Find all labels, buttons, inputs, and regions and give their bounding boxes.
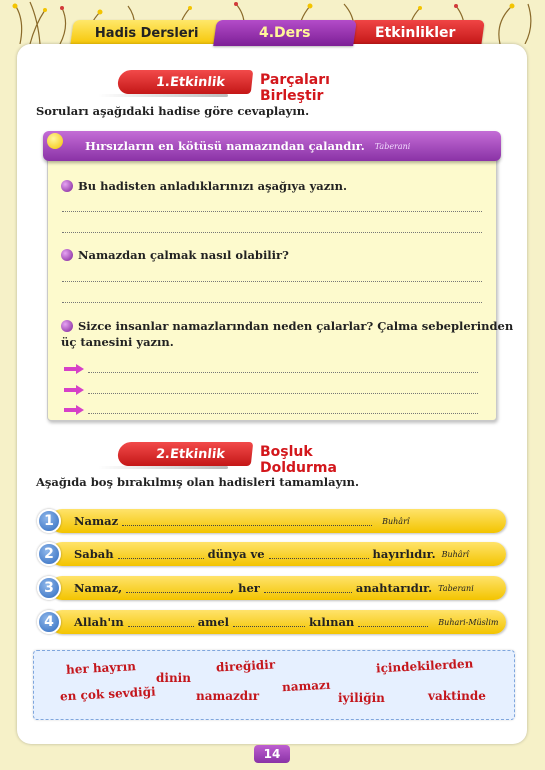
row-3-c: anahtarıdır. (355, 581, 433, 595)
tab-ders-label: 4.Ders (259, 25, 311, 41)
arrow-icon (64, 364, 84, 374)
number-badge: 3 (37, 576, 61, 600)
activity1-badge-label: 1.Etkinlik (155, 74, 226, 90)
question-3-text-line2: üç tanesini yazın. (61, 335, 174, 349)
question-2 (61, 247, 289, 263)
tab-ders[interactable] (213, 20, 357, 46)
word-item[interactable]: en çok sevdiği (59, 684, 156, 704)
row-4-b: amel (197, 615, 230, 629)
activity2-instruction: Aşağıda boş bırakılmış olan hadisleri tamamlayın. (36, 475, 360, 489)
question-2-text: Namazdan çalmak nasıl olabilir? (78, 248, 289, 262)
word-item[interactable]: iyiliğin (338, 691, 385, 705)
answer-line[interactable] (88, 393, 478, 394)
answer-line[interactable] (62, 281, 482, 282)
activity1-header (118, 70, 378, 104)
arrow-icon (64, 405, 84, 415)
blank-input[interactable] (128, 617, 194, 627)
fill-row-1 (50, 509, 506, 533)
row-4-source: Buhari-Müslim (438, 617, 499, 627)
answer-line[interactable] (62, 211, 482, 212)
word-item[interactable]: direğidir (215, 657, 276, 675)
word-item[interactable]: namazı (281, 677, 331, 695)
answer-line[interactable] (62, 302, 482, 303)
activity1-instruction: Soruları aşağıdaki hadise göre cevaplayın. (36, 104, 310, 118)
row-2-a: Sabah (74, 547, 114, 561)
bullet-icon (61, 249, 73, 261)
row-1-a: Namaz (74, 514, 119, 528)
row-2-b: dünya ve (207, 547, 265, 561)
row-3-source: Taberani (438, 583, 474, 593)
activity1-underline (98, 94, 228, 97)
blank-input[interactable] (269, 549, 369, 559)
number-badge: 1 (37, 509, 61, 533)
fill-row-3 (50, 576, 506, 600)
arrow-icon (64, 385, 84, 395)
hadis-banner (43, 131, 501, 161)
bullet-icon (61, 320, 73, 332)
fill-row-4 (50, 610, 506, 634)
row-3-a: Namaz, (74, 581, 123, 595)
header-bar (0, 0, 545, 50)
row-4-a: Allah'ın (74, 615, 124, 629)
blank-input[interactable] (358, 617, 428, 627)
hadis-text: Hırsızların en kötüsü namazından çalandır. (85, 139, 365, 153)
word-item[interactable]: her hayrın (65, 659, 137, 677)
activity1-badge (117, 70, 254, 94)
word-item[interactable]: namazdır (196, 689, 260, 703)
number-badge: 4 (37, 610, 61, 634)
question-1 (61, 178, 347, 194)
row-2-source: Buhârî (441, 549, 469, 559)
hadis-source: Taberani (374, 141, 411, 151)
activity2-badge (117, 442, 254, 466)
answer-line[interactable] (62, 232, 482, 233)
activity2-header (118, 442, 378, 476)
word-item[interactable]: dinin (156, 671, 191, 685)
row-3-b: , her (230, 581, 260, 595)
tab-hadis-label: Hadis Dersleri (95, 25, 199, 41)
tab-hadis-dersleri[interactable] (70, 20, 224, 46)
row-2-c: hayırlıdır. (372, 547, 436, 561)
answer-line[interactable] (88, 372, 478, 373)
blank-input[interactable] (122, 516, 372, 526)
page-number: 14 (254, 745, 290, 763)
activity2-underline (98, 466, 228, 469)
blank-input[interactable] (126, 583, 230, 593)
question-3 (61, 318, 513, 350)
row-1-source: Buhârî (382, 516, 410, 526)
row-4-c: kılınan (309, 615, 355, 629)
answer-line[interactable] (88, 413, 478, 414)
number-badge: 2 (37, 542, 61, 566)
activity2-badge-label: 2.Etkinlik (155, 446, 226, 462)
activity2-title: Boşluk Doldurma (260, 444, 337, 476)
word-item[interactable]: içindekilerden (375, 656, 474, 676)
blank-input[interactable] (264, 583, 352, 593)
fill-row-2 (50, 542, 506, 566)
blank-input[interactable] (233, 617, 305, 627)
word-item[interactable]: vaktinde (428, 689, 486, 703)
tab-etkinlikler[interactable] (346, 20, 485, 46)
activity1-title: Parçaları Birleştir (260, 72, 330, 104)
tab-etkinlik-label: Etkinlikler (375, 25, 456, 41)
word-bank (33, 650, 515, 720)
bullet-icon (61, 180, 73, 192)
blank-input[interactable] (118, 549, 204, 559)
question-1-text: Bu hadisten anladıklarınızı aşağıya yazın. (78, 179, 347, 193)
question-3-text-line1: Sizce insanlar namazlarından neden çalarlar? Çalma sebeplerinden (78, 319, 514, 333)
dot-icon (47, 133, 63, 149)
